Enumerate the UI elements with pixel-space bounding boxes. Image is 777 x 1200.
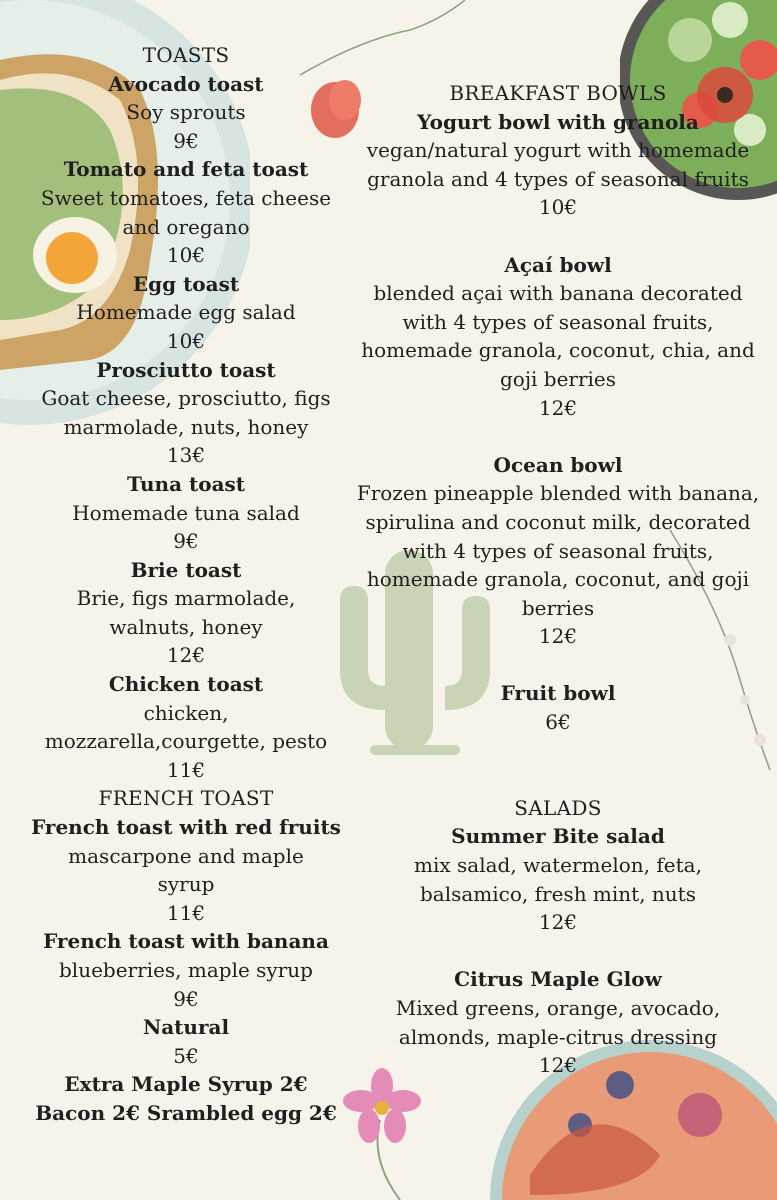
spacer xyxy=(352,737,764,766)
menu-item-fruit-bowl xyxy=(352,679,764,736)
menu-item-french-toast-red-fruits xyxy=(18,813,354,927)
menu-item-desc: balsamico, fresh mint, nuts xyxy=(420,881,696,906)
spacer xyxy=(352,765,764,794)
menu-item-yogurt-bowl xyxy=(352,108,764,222)
menu-item-price: 12€ xyxy=(538,1053,578,1078)
menu-item-price: 9€ xyxy=(173,128,199,153)
menu-item-desc: syrup xyxy=(157,872,215,897)
menu-item-price: 9€ xyxy=(173,986,199,1011)
menu-item-desc: mozzarella,courgette, pesto xyxy=(44,729,328,754)
menu-item-avocado-toast xyxy=(18,70,354,156)
menu-item-name: Ocean bowl xyxy=(493,452,623,477)
menu-item-name: Citrus Maple Glow xyxy=(454,967,662,992)
menu-item-desc: chicken, xyxy=(143,700,229,725)
menu-item-summer-bite-salad xyxy=(352,822,764,936)
menu-item-desc: almonds, maple-citrus dressing xyxy=(398,1024,718,1049)
menu-item-name: Egg toast xyxy=(132,271,240,296)
menu-item-desc: blended açai with banana decorated xyxy=(373,281,743,306)
menu-item-desc: mix salad, watermelon, feta, xyxy=(414,853,702,878)
section-title-breakfast-bowls: BREAKFAST BOWLS xyxy=(449,81,667,105)
menu-item-price: 12€ xyxy=(538,624,578,649)
menu-item-price: 13€ xyxy=(166,443,206,468)
menu-item-name: Tuna toast xyxy=(126,471,246,496)
menu-item-desc: berries xyxy=(521,595,595,620)
menu-item-desc: granola and 4 types of seasonal fruits xyxy=(367,166,749,191)
menu-item-price: 11€ xyxy=(166,757,206,782)
menu-item-prosciutto-toast xyxy=(18,356,354,470)
menu-item-desc: Homemade tuna salad xyxy=(72,500,300,525)
menu-item-citrus-maple-glow xyxy=(352,965,764,1079)
spacer xyxy=(352,651,764,680)
extras-line: Extra Maple Syrup 2€ xyxy=(64,1072,308,1097)
menu-item-chicken-toast xyxy=(18,670,354,784)
menu-item-price: 12€ xyxy=(166,643,206,668)
menu-item-desc: homemade granola, coconut, chia, and xyxy=(361,338,755,363)
menu-item-name: Brie toast xyxy=(130,557,242,582)
menu-item-desc: marmolade, nuts, honey xyxy=(63,414,309,439)
menu-item-desc: Mixed greens, orange, avocado, xyxy=(395,996,721,1020)
menu-item-name: Yogurt bowl with granola xyxy=(417,109,699,134)
menu-item-desc: vegan/natural yogurt with homemade xyxy=(366,138,750,163)
menu-item-desc: Sweet tomatoes, feta cheese xyxy=(40,185,332,210)
menu-item-price: 10€ xyxy=(538,195,578,220)
menu-item-name: French toast with banana xyxy=(43,929,329,954)
menu-item-name: Tomato and feta toast xyxy=(63,157,309,182)
spacer xyxy=(352,422,764,451)
menu-item-desc: spirulina and coconut milk, decorated xyxy=(365,509,751,534)
menu-item-price: 12€ xyxy=(538,910,578,935)
menu-item-french-toast-banana xyxy=(18,927,354,1013)
spacer xyxy=(352,937,764,966)
section-title-toasts: TOASTS xyxy=(142,43,230,67)
menu-item-desc: Homemade egg salad xyxy=(76,300,296,325)
section-title-french-toast: FRENCH TOAST xyxy=(98,786,274,811)
left-column xyxy=(18,41,354,1128)
menu-item-desc: with 4 types of seasonal fruits, xyxy=(402,538,714,563)
menu-item-desc: with 4 types of seasonal fruits, xyxy=(402,309,714,334)
menu-item-tuna-toast xyxy=(18,470,354,556)
menu-item-desc: Brie, figs marmolade, xyxy=(76,586,296,611)
menu-item-name: Fruit bowl xyxy=(500,681,616,706)
menu-item-ocean-bowl xyxy=(352,451,764,651)
menu-item-desc: mascarpone and maple xyxy=(68,843,304,868)
menu-item-price: 6€ xyxy=(545,710,571,735)
menu-item-egg-toast xyxy=(18,270,354,356)
menu-item-name: Natural xyxy=(142,1015,230,1040)
spacer xyxy=(352,222,764,251)
menu-item-desc: Goat cheese, prosciutto, figs xyxy=(41,386,331,411)
cosmos-flower-icon xyxy=(340,1060,450,1200)
section-title-salads: SALADS xyxy=(514,795,602,820)
menu-item-desc: homemade granola, coconut, and goji xyxy=(366,567,750,592)
menu-item-name: Chicken toast xyxy=(108,672,264,697)
menu-item-name: French toast with red fruits xyxy=(31,815,341,840)
menu-item-desc: Soy sprouts xyxy=(126,100,246,125)
menu-item-acai-bowl xyxy=(352,251,764,423)
menu-item-tomato-feta-toast xyxy=(18,155,354,269)
menu-item-desc: blueberries, maple syrup xyxy=(59,958,313,982)
menu-item-price: 10€ xyxy=(166,243,206,268)
menu-item-price: 5€ xyxy=(173,1043,199,1068)
menu-item-desc: Frozen pineapple blended with banana, xyxy=(356,481,760,506)
menu-item-name: Prosciutto toast xyxy=(96,357,276,382)
menu-item-natural xyxy=(18,1013,354,1070)
extras-line: Bacon 2€ Srambled egg 2€ xyxy=(35,1100,337,1125)
menu-item-brie-toast xyxy=(18,556,354,670)
menu-item-name: Summer Bite salad xyxy=(451,824,665,849)
menu-item-name: Avocado toast xyxy=(108,71,264,96)
menu-item-desc: and oregano xyxy=(122,214,250,239)
menu-item-price: 9€ xyxy=(173,529,199,554)
menu-item-name: Açaí bowl xyxy=(504,252,612,277)
menu-item-desc: walnuts, honey xyxy=(109,614,263,639)
menu-item-price: 12€ xyxy=(538,395,578,420)
menu-item-price: 10€ xyxy=(166,328,206,353)
menu-item-desc: goji berries xyxy=(499,366,617,391)
menu-item-price: 11€ xyxy=(166,900,206,925)
right-column xyxy=(352,79,764,1080)
